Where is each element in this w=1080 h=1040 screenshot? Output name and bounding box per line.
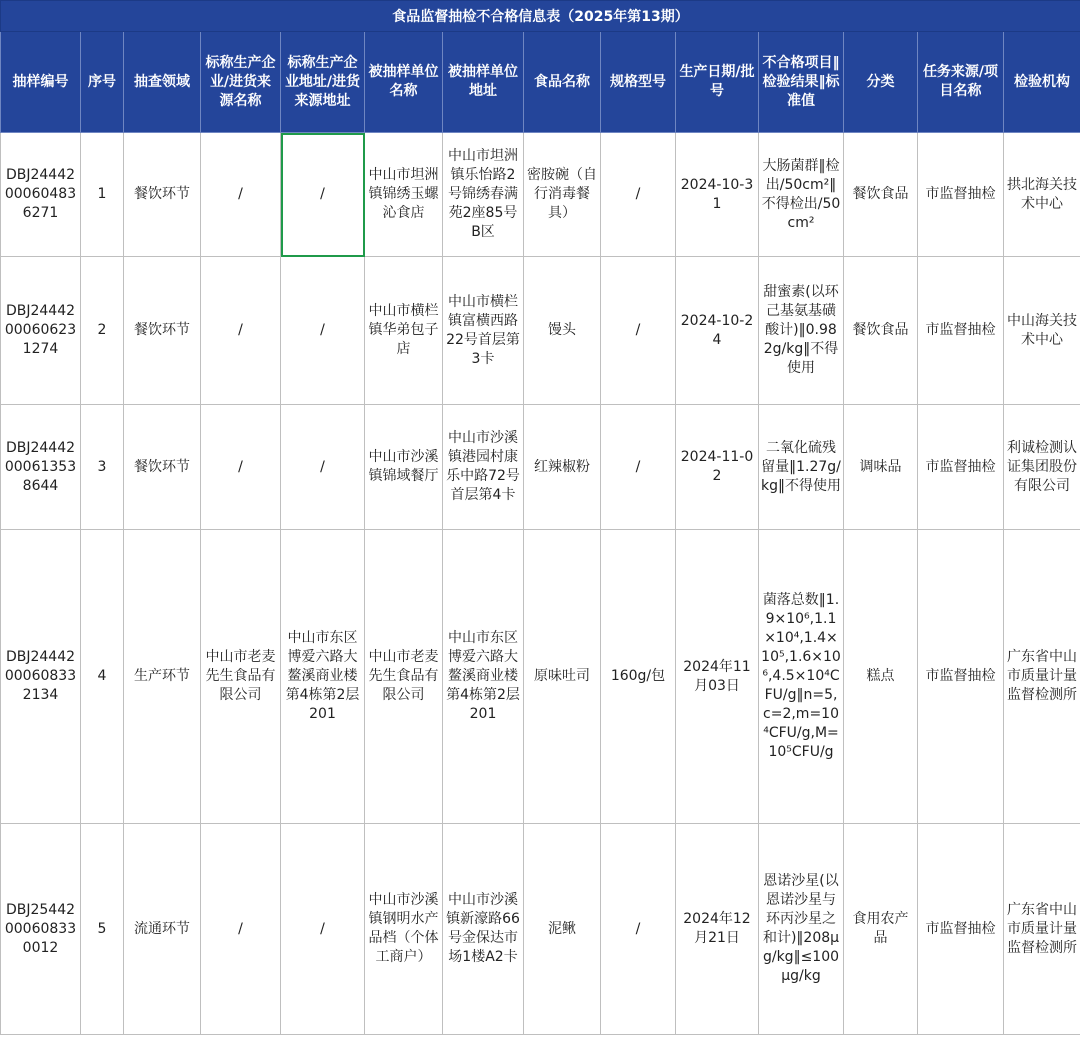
table-row [1, 133, 1080, 257]
cell-sample-id: DBJ24442000613538644 [1, 405, 81, 530]
header-task-source: 任务来源/项目名称 [918, 32, 1004, 133]
cell-failed-item: 恩诺沙星(以恩诺沙星与环丙沙星之和计)‖208μg/kg‖≤100μg/kg [759, 824, 844, 1035]
cell-sampled-unit-address: 中山市东区博爱六路大鳌溪商业楼第4栋第2层201 [443, 530, 524, 824]
cell-production-date: 2024-10-24 [676, 257, 759, 405]
cell-sampled-unit-address: 中山市沙溪镇新濠路66号金保达市场1楼A2卡 [443, 824, 524, 1035]
header-seq: 序号 [81, 32, 124, 133]
header-sampled-unit-name: 被抽样单位名称 [365, 32, 443, 133]
table-row [1, 405, 1080, 530]
cell-producer-name: 中山市老麦先生食品有限公司 [201, 530, 281, 824]
cell-production-date: 2024-10-31 [676, 133, 759, 257]
cell-category: 食用农产品 [844, 824, 918, 1035]
cell-sampled-unit-name: 中山市坦洲镇锦绣玉螺沁食店 [365, 133, 443, 257]
cell-sampled-unit-name: 中山市沙溪镇锦域餐厅 [365, 405, 443, 530]
header-lab: 检验机构 [1004, 32, 1080, 133]
cell-domain: 餐饮环节 [124, 257, 201, 405]
header-food-name: 食品名称 [524, 32, 601, 133]
cell-food-name: 密胺碗（自行消毒餐具） [524, 133, 601, 257]
cell-domain: 餐饮环节 [124, 133, 201, 257]
cell-category: 调味品 [844, 405, 918, 530]
table-row [1, 530, 1080, 824]
cell-food-name: 红辣椒粉 [524, 405, 601, 530]
cell-domain: 餐饮环节 [124, 405, 201, 530]
cell-seq: 3 [81, 405, 124, 530]
cell-sample-id: DBJ24442000606231274 [1, 257, 81, 405]
cell-category: 餐饮食品 [844, 257, 918, 405]
cell-lab: 中山海关技术中心 [1004, 257, 1080, 405]
table-row [1, 824, 1080, 1035]
cell-seq: 2 [81, 257, 124, 405]
cell-food-name: 泥鳅 [524, 824, 601, 1035]
cell-sampled-unit-name: 中山市老麦先生食品有限公司 [365, 530, 443, 824]
cell-sample-id: DBJ25442000608330012 [1, 824, 81, 1035]
cell-failed-item: 大肠菌群‖检出/50cm²‖不得检出/50cm² [759, 133, 844, 257]
header-spec: 规格型号 [601, 32, 676, 133]
header-producer-name: 标称生产企业/进货来源名称 [201, 32, 281, 133]
header-domain: 抽查领域 [124, 32, 201, 133]
cell-producer-address: / [281, 405, 365, 530]
header-sampled-unit-address: 被抽样单位地址 [443, 32, 524, 133]
cell-lab: 广东省中山市质量计量监督检测所 [1004, 824, 1080, 1035]
header-production-date: 生产日期/批号 [676, 32, 759, 133]
cell-failed-item: 甜蜜素(以环己基氨基磺酸计)‖0.982g/kg‖不得使用 [759, 257, 844, 405]
cell-failed-item: 二氧化硫残留量‖1.27g/kg‖不得使用 [759, 405, 844, 530]
cell-production-date: 2024年12月21日 [676, 824, 759, 1035]
cell-sampled-unit-address: 中山市沙溪镇港园村康乐中路72号首层第4卡 [443, 405, 524, 530]
cell-lab: 广东省中山市质量计量监督检测所 [1004, 530, 1080, 824]
cell-lab: 利诚检测认证集团股份有限公司 [1004, 405, 1080, 530]
cell-spec: / [601, 257, 676, 405]
cell-lab: 拱北海关技术中心 [1004, 133, 1080, 257]
header-failed-item: 不合格项目‖检验结果‖标准值 [759, 32, 844, 133]
header-category: 分类 [844, 32, 918, 133]
cell-production-date: 2024-11-02 [676, 405, 759, 530]
cell-spec: / [601, 133, 676, 257]
cell-failed-item: 菌落总数‖1.9×10⁶,1.1×10⁴,1.4×10⁵,1.6×10⁶,4.5×10⁴CFU/g‖n=5,c=2,m=10⁴CFU/g,M=10⁵CFU/g [759, 530, 844, 824]
table-row [1, 257, 1080, 405]
cell-task-source: 市监督抽检 [918, 405, 1004, 530]
cell-sampled-unit-name: 中山市横栏镇华弟包子店 [365, 257, 443, 405]
cell-producer-address: / [281, 257, 365, 405]
cell-seq: 5 [81, 824, 124, 1035]
cell-task-source: 市监督抽检 [918, 257, 1004, 405]
cell-producer-address-selected[interactable]: / [281, 133, 365, 257]
cell-producer-name: / [201, 824, 281, 1035]
cell-sample-id: DBJ24442000604836271 [1, 133, 81, 257]
cell-domain: 生产环节 [124, 530, 201, 824]
cell-producer-name: / [201, 405, 281, 530]
header-sample-id: 抽样编号 [1, 32, 81, 133]
cell-task-source: 市监督抽检 [918, 824, 1004, 1035]
cell-domain: 流通环节 [124, 824, 201, 1035]
table-title: 食品监督抽检不合格信息表（2025年第13期） [1, 1, 1080, 32]
cell-producer-name: / [201, 257, 281, 405]
cell-sample-id: DBJ24442000608332134 [1, 530, 81, 824]
cell-production-date: 2024年11月03日 [676, 530, 759, 824]
cell-spec: 160g/包 [601, 530, 676, 824]
cell-sampled-unit-address: 中山市横栏镇富横西路22号首层第3卡 [443, 257, 524, 405]
cell-producer-address: 中山市东区博爱六路大鳌溪商业楼第4栋第2层201 [281, 530, 365, 824]
cell-seq: 4 [81, 530, 124, 824]
cell-spec: / [601, 824, 676, 1035]
cell-food-name: 原味吐司 [524, 530, 601, 824]
header-producer-address: 标称生产企业地址/进货来源地址 [281, 32, 365, 133]
cell-producer-name: / [201, 133, 281, 257]
cell-task-source: 市监督抽检 [918, 530, 1004, 824]
cell-seq: 1 [81, 133, 124, 257]
cell-category: 糕点 [844, 530, 918, 824]
cell-food-name: 馒头 [524, 257, 601, 405]
cell-task-source: 市监督抽检 [918, 133, 1004, 257]
cell-spec: / [601, 405, 676, 530]
cell-producer-address: / [281, 824, 365, 1035]
cell-sampled-unit-name: 中山市沙溪镇钢明水产品档（个体工商户） [365, 824, 443, 1035]
cell-sampled-unit-address: 中山市坦洲镇乐怡路2号锦绣春满苑2座85号B区 [443, 133, 524, 257]
cell-category: 餐饮食品 [844, 133, 918, 257]
